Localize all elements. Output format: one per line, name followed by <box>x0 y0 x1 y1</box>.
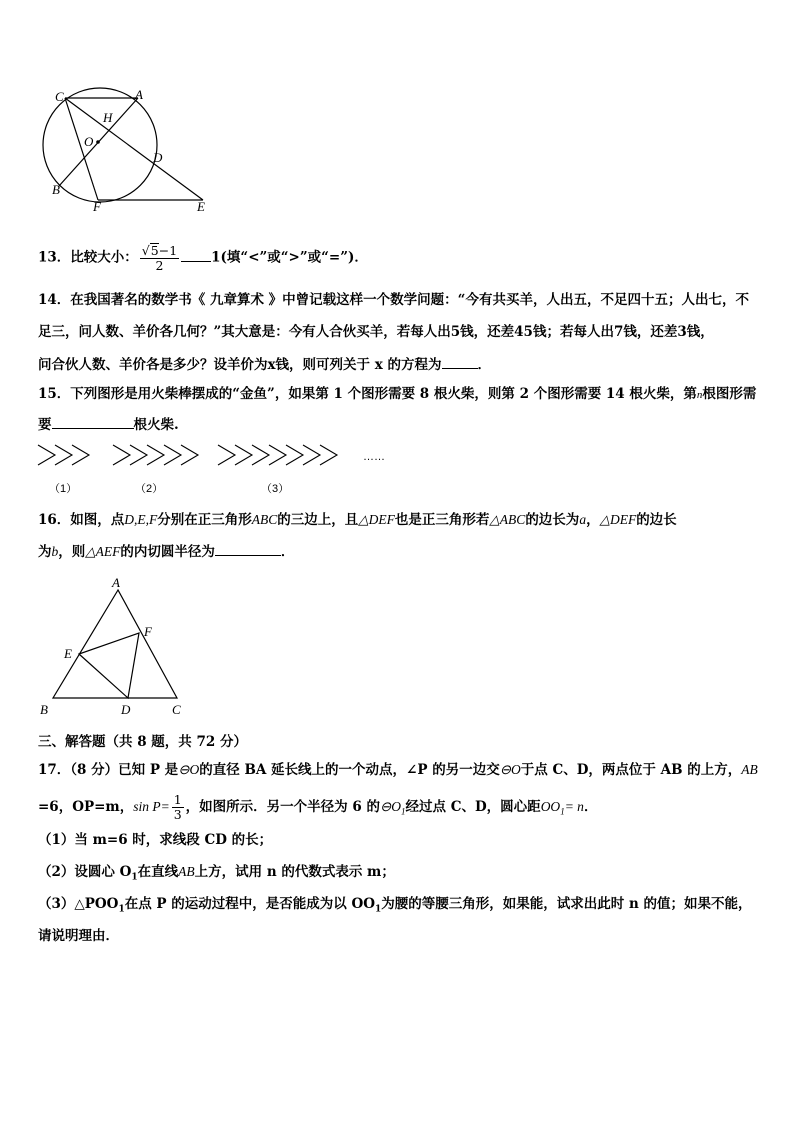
triangle-figure <box>35 572 205 720</box>
caption-3: （3） <box>261 483 290 495</box>
question-14-line-1: 14．在我国著名的数学书《 九章算术 》中曾记载这样一个数学问题：“今有共买羊，人出五，不足四十五；人出七，不 <box>38 292 749 308</box>
fraction-one-third: $\frac{1}{3}$ <box>173 792 182 822</box>
tri-label-C: C <box>172 702 181 717</box>
question-13: 13．比较大小： $\frac{√5-1}{2}$ 1(填“<”或“>”或“=”)． <box>38 243 368 273</box>
label-E: E <box>197 199 205 214</box>
answer-blank-16[interactable] <box>215 541 281 556</box>
label-C: C <box>55 89 64 104</box>
tri-label-B: B <box>40 702 48 717</box>
answer-blank-13[interactable] <box>181 247 211 262</box>
label-O: O <box>84 134 94 149</box>
question-16-line-2: 为b，则△AEF的内切圆半径为 ． <box>38 541 294 562</box>
question-17-part-1: （1）当 m=6 时，求线段 CD 的长； <box>38 832 273 848</box>
tri-label-D: D <box>121 702 131 717</box>
ellipsis: …… <box>363 451 385 463</box>
question-17-part-2: （2）设圆心 $O_1$在直线AB上方，试用 n 的代数式表示 m； <box>38 864 395 883</box>
label-H: H <box>103 110 113 125</box>
answer-blank-15[interactable] <box>52 414 134 429</box>
section-3-heading: 三、解答题（共 8 题，共 72 分） <box>38 734 247 750</box>
question-17-line-1: 17．（8 分）已知 P 是⊖O的直径 BA 延长线上的一个动点，∠P 的另一边交⊖O于点 C、D，两点位于 AB 的上方，AB <box>38 762 758 778</box>
label-F: F <box>93 199 101 214</box>
circle-figure <box>35 80 215 215</box>
label-A: A <box>135 87 143 102</box>
question-14-line-2: 足三，问人数、羊价各几何？”其大意是：今有人合伙买羊，若每人出5钱，还差45钱；若每人出7钱，还差3钱， <box>38 324 714 340</box>
tri-label-F: F <box>144 624 152 639</box>
label-B: B <box>52 182 60 197</box>
question-14-line-3: 问合伙人数、羊价各是多少？设羊价为x钱，则可列关于 x 的方程为 ． <box>38 354 491 375</box>
question-17-line-2: =6，OP=m，sin P= $\frac{1}{3}$ ，如图所示．另一个半径为 6 的$⊖O_1$经过点 C、D，圆心距$OO_1= n$． <box>38 792 598 822</box>
caption-1: （1） <box>49 483 78 495</box>
question-15-line-2: 要 根火柴. <box>38 414 179 435</box>
label-D: D <box>153 150 163 165</box>
caption-2: （2） <box>135 483 164 495</box>
question-16-line-1: 16．如图，点D,E,F分别在正三角形ABC的三边上，且△DEF也是正三角形若△ABC的边长为a，△DEF的边长 <box>38 512 677 528</box>
fraction-sqrt5-minus1-over-2: $\frac{√5-1}{2}$ <box>141 243 178 273</box>
tri-label-A: A <box>112 575 120 590</box>
question-15-line-1: 15．下列图形是用火柴棒摆成的“金鱼”，如果第 1 个图形需要 8 根火柴，则第 2 个图形需要 14 根火柴，第n根图形需 <box>38 386 757 402</box>
answer-blank-14[interactable] <box>442 354 478 369</box>
question-17-part-3: $(3)\triangle POO_1$在点 P 的运动过程中，是否能成为以 $OO_1$为腰的等腰三角形，如果能，试求出此时 n 的值；如果不能， <box>38 896 752 915</box>
matchstick-fish-figures <box>35 440 415 500</box>
tri-label-E: E <box>64 646 72 661</box>
question-17-part-3-end: 请说明理由． <box>38 928 119 944</box>
